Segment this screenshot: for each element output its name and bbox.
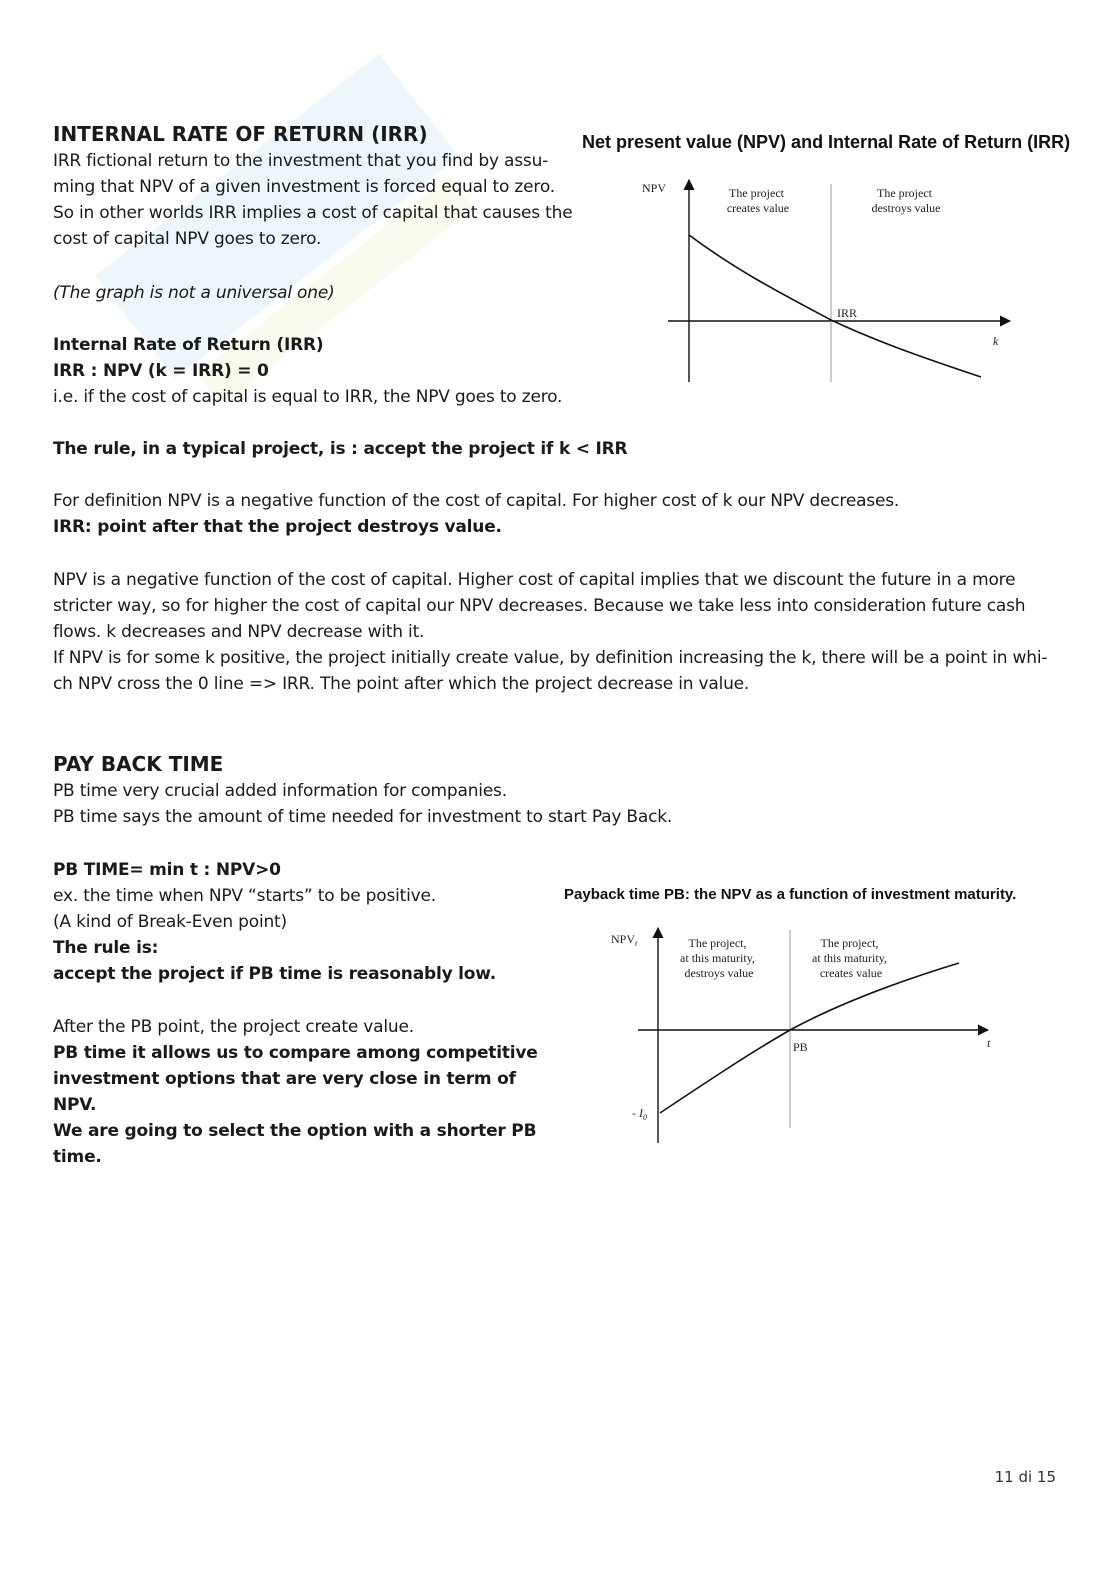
irr-region-right: The project destroys value [871,186,941,215]
pb-compare-line: PB time it allows us to compare among competitive [53,1043,538,1063]
irr-para2-line: stricter way, so for higher the cost of capital our NPV decreases. Because we take less into consideration future cash [53,596,1026,616]
pb-line: PB time says the amount of time needed for investment to start Pay Back. [53,807,673,827]
pb-compare-line: NPV. [53,1095,97,1115]
irr-npv-curve [689,235,981,377]
pb-start-label: - $I_0$ [632,1106,647,1122]
irr-para2-line: NPV is a negative function of the cost of capital. Higher cost of capital implies that we discount the future in a more [53,570,1016,590]
irr-def-explain: i.e. if the cost of capital is equal to IRR, the NPV goes to zero. [53,387,563,407]
pb-compare-line: investment options that are very close in term of [53,1069,516,1089]
pb-heading: PAY BACK TIME [53,752,224,776]
irr-para1-line: For definition NPV is a negative function of the cost of capital. For higher cost of k our NPV decreases. [53,491,900,511]
pb-section [53,750,672,830]
irr-para2-line: ch NPV cross the 0 line => IRR. The point after which the project decrease in value. [53,674,750,694]
irr-section [53,120,572,252]
irr-note: (The graph is not a universal one) [53,283,335,303]
irr-marker-label: IRR [837,306,858,320]
pb-formula: PB TIME= min t : NPV>0 [53,860,281,880]
pb-y-label: $NPV_t$ [611,932,638,948]
irr-x-label: k [993,334,999,348]
pb-x-label: t [987,1036,991,1050]
pb-rule-line: accept the project if PB time is reasonably low. [53,964,496,984]
irr-region-left: The project creates value [726,186,790,215]
pb-rule-line: The rule is: [53,938,159,958]
irr-def-formula: IRR : NPV (k = IRR) = 0 [53,361,269,381]
irr-y-label: NPV [642,181,667,195]
irr-chart [600,168,1040,398]
pb-chart [600,918,1020,1150]
pb-compare-line: We are going to select the option with a shorter PB [53,1121,537,1141]
irr-intro-line: cost of capital NPV goes to zero. [53,229,322,249]
irr-def-title: Internal Rate of Return (IRR) [53,335,324,355]
pb-ex-line: ex. the time when NPV “starts” to be positive. [53,886,436,906]
irr-chart-title: Net present value (NPV) and Internal Rate of Return (IRR) [582,132,1071,152]
pb-line: PB time very crucial added information for companies. [53,781,507,801]
irr-heading: INTERNAL RATE OF RETURN (IRR) [53,122,428,146]
pb-chart-title: Payback time PB: the NPV as a function of investment maturity. [564,886,1017,903]
pb-region-left: The project, at this maturity, destroys value [680,936,755,980]
irr-rule: The rule, in a typical project, is : accept the project if k < IRR [53,439,628,459]
irr-intro-line: ming that NPV of a given investment is forced equal to zero. [53,177,555,197]
irr-intro-line: So in other worlds IRR implies a cost of capital that causes the [53,203,573,223]
pb-after: After the PB point, the project create value. [53,1017,414,1037]
irr-para2-line: flows. k decreases and NPV decrease with it. [53,622,425,642]
irr-para1-line: IRR: point after that the project destroys value. [53,517,502,537]
pb-marker-label: PB [793,1040,808,1054]
pb-compare-line: time. [53,1147,102,1167]
page-number: 11 di 15 [994,1468,1056,1486]
irr-para2-line: If NPV is for some k positive, the project initially create value, by definition increasing the k, there will be a point in whi- [53,648,1048,668]
pb-ex-line: (A kind of Break-Even point) [53,912,287,932]
pb-npv-curve [660,963,959,1113]
pb-region-right: The project, at this maturity, creates value [812,936,887,980]
irr-intro-line: IRR fictional return to the investment that you find by assu- [53,151,549,171]
